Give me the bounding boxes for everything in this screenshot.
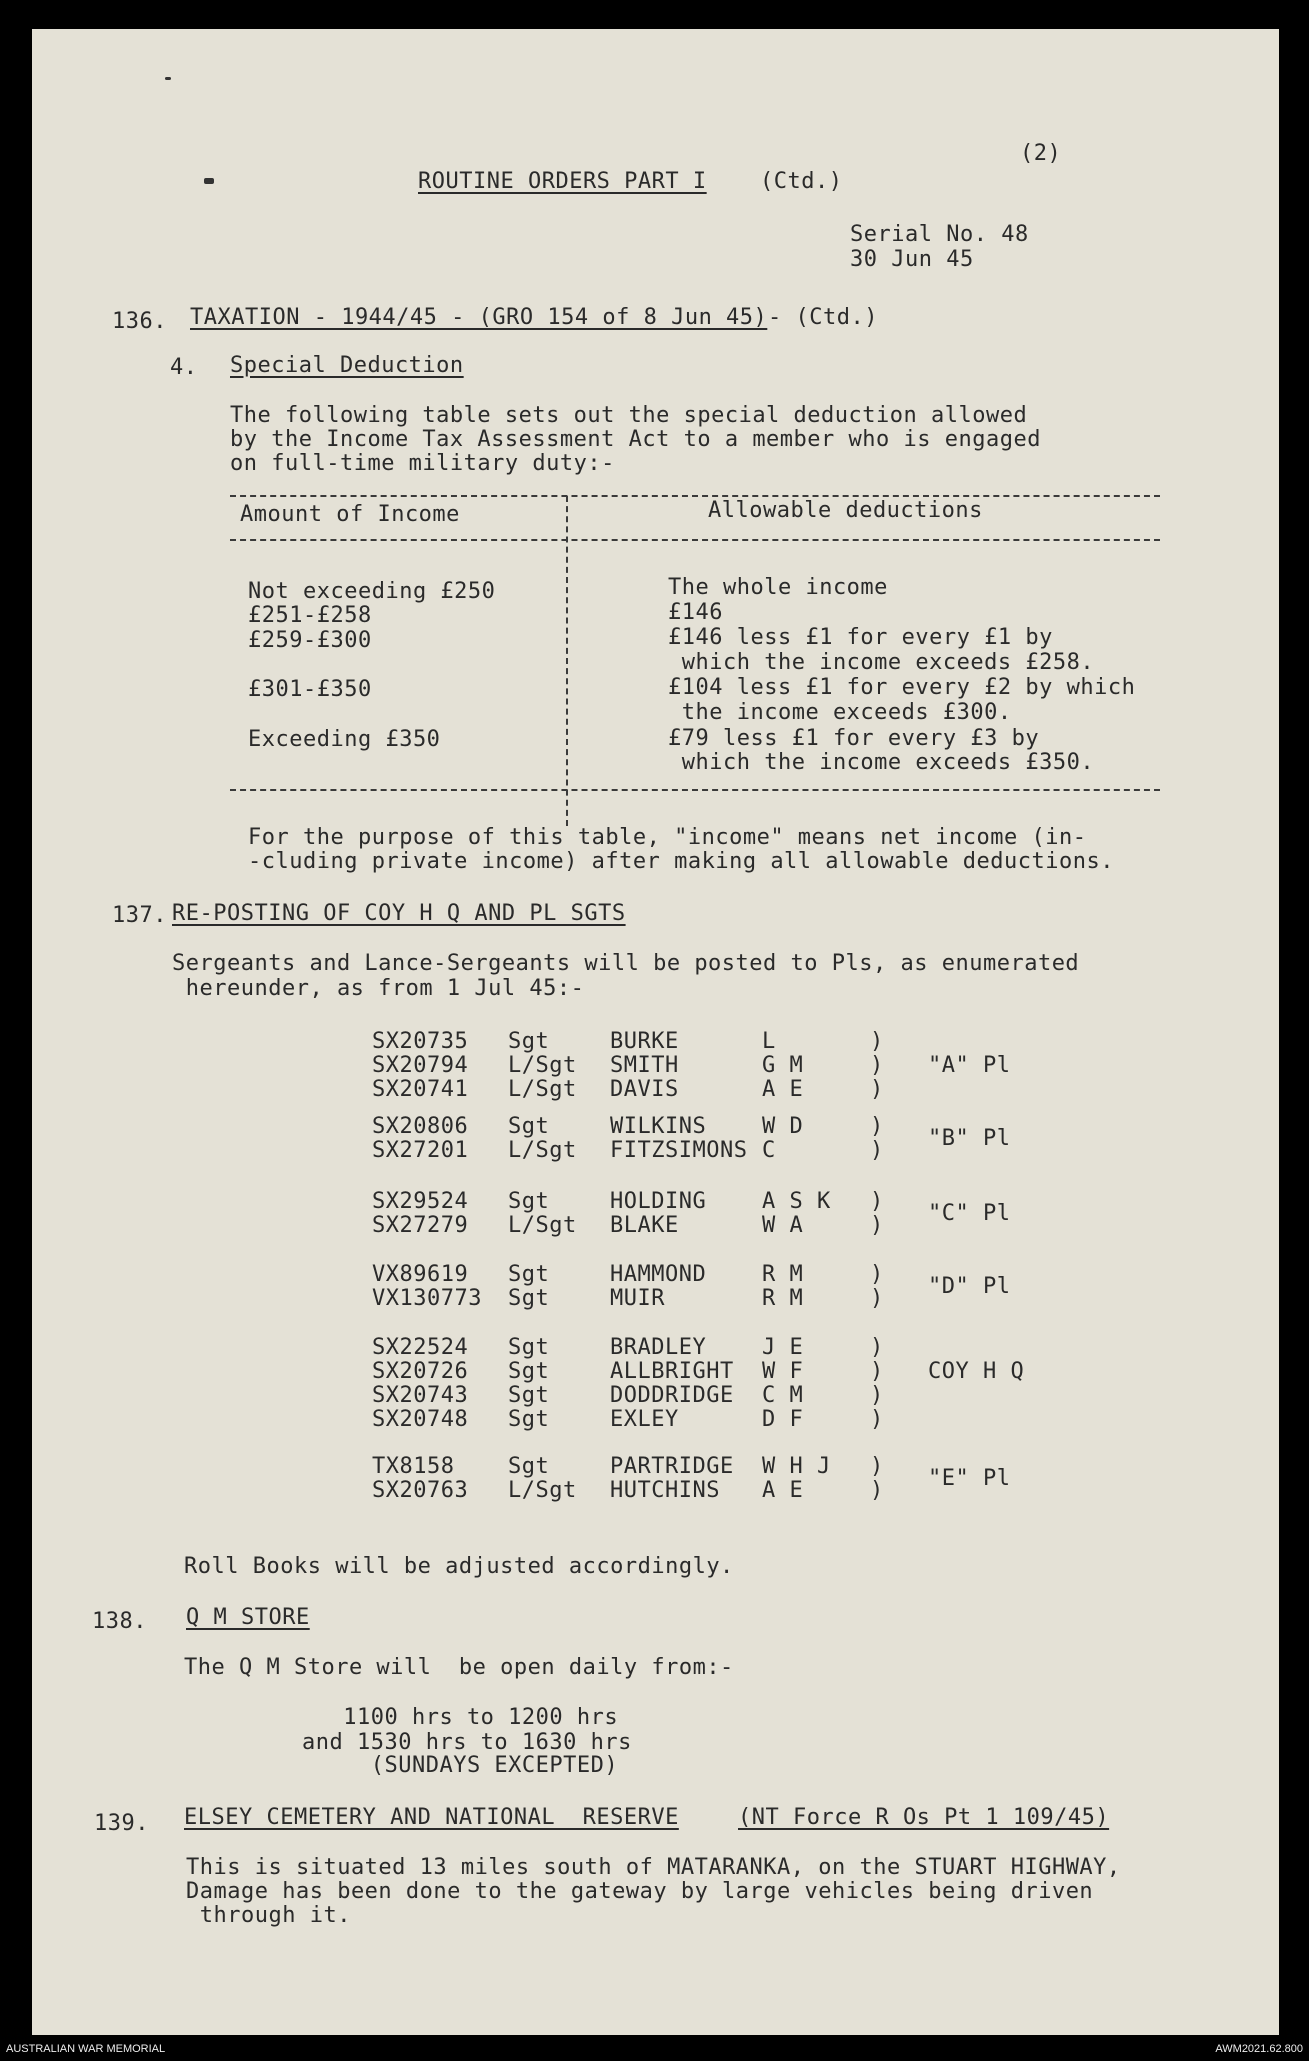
roster-initials: R M	[762, 1262, 804, 1287]
section-136-heading-suffix: - (Ctd.)	[768, 305, 878, 330]
roster-initials: R M	[762, 1286, 804, 1311]
section-137-intro: Sergeants and Lance-Sergeants will be posted to Pls, as enumerated	[172, 951, 1080, 976]
table-note-line: -cluding private income) after making all allowable deductions.	[248, 849, 1114, 874]
roster-brace: )	[870, 1138, 884, 1163]
roster-rank: Sgt	[508, 1407, 550, 1432]
roster-initials: L	[762, 1029, 776, 1054]
roster-rank: Sgt	[508, 1454, 550, 1479]
table-note-line: For the purpose of this table, "income" means net income (in-	[248, 825, 1087, 850]
roster-rank: Sgt	[508, 1189, 550, 1214]
roster-surname: DAVIS	[610, 1077, 679, 1102]
roster-brace: )	[870, 1262, 884, 1287]
roster-brace: )	[870, 1189, 884, 1214]
roster-rank: Sgt	[508, 1029, 550, 1054]
section-137-heading: RE-POSTING OF COY H Q AND PL SGTS	[172, 901, 626, 926]
roster-brace: )	[870, 1029, 884, 1054]
page-title: ROUTINE ORDERS PART I	[418, 169, 707, 194]
roster-service-number: SX27279	[372, 1213, 469, 1238]
subsection-heading: Special Deduction	[230, 353, 464, 378]
serial-date: 30 Jun 45	[850, 247, 974, 272]
roster-brace: )	[870, 1478, 884, 1503]
intro-line: on full-time military duty:-	[230, 451, 615, 476]
roster-rank: Sgt	[508, 1262, 550, 1287]
document-page	[32, 29, 1279, 2035]
roster-service-number: SX20794	[372, 1053, 469, 1078]
roster-initials: J E	[762, 1335, 804, 1360]
roster-initials: A E	[762, 1478, 804, 1503]
table-header-deductions: Allowable deductions	[708, 498, 983, 523]
serial-number: Serial No. 48	[850, 222, 1029, 247]
section-138-number: 138.	[92, 1609, 147, 1634]
footer-reference: AWM2021.62.800	[1215, 2043, 1303, 2055]
roster-service-number: SX22524	[372, 1335, 469, 1360]
roster-rank: L/Sgt	[508, 1053, 577, 1078]
roster-service-number: SX20735	[372, 1029, 469, 1054]
section-138-heading: Q M STORE	[186, 1605, 310, 1630]
roster-surname: HUTCHINS	[610, 1478, 720, 1503]
roster-brace: )	[870, 1213, 884, 1238]
roster-group-label: "E" Pl	[928, 1466, 1011, 1491]
roster-initials: C	[762, 1138, 776, 1163]
roster-surname: PARTRIDGE	[610, 1454, 734, 1479]
roster-group-label: "B" Pl	[928, 1126, 1011, 1151]
roster-brace: )	[870, 1114, 884, 1139]
roster-group-label: "A" Pl	[928, 1053, 1011, 1078]
roster-initials: D F	[762, 1407, 804, 1432]
roster-initials: A E	[762, 1077, 804, 1102]
table-header-income: Amount of Income	[240, 502, 460, 527]
roster-brace: )	[870, 1383, 884, 1408]
section-137-closing: Roll Books will be adjusted accordingly.	[184, 1554, 734, 1579]
section-139-heading-suffix: (NT Force R Os Pt 1 109/45)	[738, 1805, 1110, 1830]
roster-surname: DODDRIDGE	[610, 1383, 734, 1408]
roster-initials: W A	[762, 1213, 804, 1238]
roster-brace: )	[870, 1407, 884, 1432]
table-rule-top	[230, 495, 1160, 497]
intro-line: The following table sets out the special deduction allowed	[230, 403, 1028, 428]
roster-rank: Sgt	[508, 1359, 550, 1384]
income-cell: £251-£258	[248, 603, 372, 628]
roster-service-number: VX89619	[372, 1262, 469, 1287]
roster-service-number: SX27201	[372, 1138, 469, 1163]
section-136-heading: TAXATION - 1944/45 - (GRO 154 of 8 Jun 45)	[190, 305, 768, 330]
roster-initials: A S K	[762, 1189, 831, 1214]
section-138-intro: The Q M Store will be open daily from:-	[184, 1655, 734, 1680]
page-number: (2)	[1020, 141, 1062, 166]
section-139-number: 139.	[94, 1811, 149, 1836]
deduction-cell: which the income exceeds £350.	[668, 750, 1095, 775]
income-cell: Exceeding £350	[248, 727, 441, 752]
roster-group-label: COY H Q	[928, 1359, 1025, 1384]
paper-mark	[165, 77, 171, 80]
roster-service-number: SX20743	[372, 1383, 469, 1408]
roster-brace: )	[870, 1335, 884, 1360]
paper-mark	[204, 178, 214, 184]
income-cell: Not exceeding £250	[248, 579, 496, 604]
store-hours-line: (SUNDAYS EXCEPTED)	[302, 1753, 619, 1778]
section-136-number: 136.	[112, 309, 167, 334]
footer-source: AUSTRALIAN WAR MEMORIAL	[6, 2043, 166, 2055]
roster-rank: L/Sgt	[508, 1478, 577, 1503]
section-139-body: through it.	[186, 1903, 351, 1928]
roster-service-number: SX20748	[372, 1407, 469, 1432]
roster-surname: ALLBRIGHT	[610, 1359, 734, 1384]
deduction-cell: which the income exceeds £258.	[668, 650, 1095, 675]
roster-initials: W F	[762, 1359, 804, 1384]
section-139-heading: ELSEY CEMETERY AND NATIONAL RESERVE	[184, 1805, 679, 1830]
roster-service-number: TX8158	[372, 1454, 455, 1479]
roster-rank: Sgt	[508, 1114, 550, 1139]
page-title-suffix: (Ctd.)	[760, 169, 843, 194]
roster-group-label: "D" Pl	[928, 1274, 1011, 1299]
roster-rank: Sgt	[508, 1383, 550, 1408]
roster-surname: MUIR	[610, 1286, 665, 1311]
section-139-body: Damage has been done to the gateway by large vehicles being driven	[186, 1879, 1094, 1904]
roster-rank: Sgt	[508, 1286, 550, 1311]
roster-group-label: "C" Pl	[928, 1201, 1011, 1226]
income-cell: £301-£350	[248, 677, 372, 702]
roster-service-number: SX29524	[372, 1189, 469, 1214]
roster-surname: BRADLEY	[610, 1335, 707, 1360]
store-hours-line: and 1530 hrs to 1630 hrs	[302, 1730, 632, 1755]
roster-service-number: SX20726	[372, 1359, 469, 1384]
roster-surname: HOLDING	[610, 1189, 707, 1214]
deduction-cell: £104 less £1 for every £2 by which	[668, 675, 1136, 700]
roster-surname: WILKINS	[610, 1114, 707, 1139]
roster-brace: )	[870, 1077, 884, 1102]
roster-rank: L/Sgt	[508, 1213, 577, 1238]
section-137-number: 137.	[112, 903, 167, 928]
roster-surname: HAMMOND	[610, 1262, 707, 1287]
roster-surname: EXLEY	[610, 1407, 679, 1432]
roster-brace: )	[870, 1454, 884, 1479]
roster-surname: SMITH	[610, 1053, 679, 1078]
roster-initials: W D	[762, 1114, 804, 1139]
deduction-cell: the income exceeds £300.	[668, 700, 1012, 725]
roster-brace: )	[870, 1053, 884, 1078]
roster-rank: L/Sgt	[508, 1077, 577, 1102]
roster-service-number: SX20741	[372, 1077, 469, 1102]
roster-brace: )	[870, 1359, 884, 1384]
roster-service-number: SX20763	[372, 1478, 469, 1503]
roster-service-number: VX130773	[372, 1286, 482, 1311]
roster-initials: G M	[762, 1053, 804, 1078]
deduction-cell: £79 less £1 for every £3 by	[668, 726, 1040, 751]
section-139-body: This is situated 13 miles south of MATARANKA, on the STUART HIGHWAY,	[186, 1855, 1121, 1880]
table-column-divider	[566, 496, 568, 826]
roster-initials: C M	[762, 1383, 804, 1408]
intro-line: by the Income Tax Assessment Act to a member who is engaged	[230, 427, 1041, 452]
deduction-cell: £146 less £1 for every £1 by	[668, 625, 1053, 650]
roster-surname: BURKE	[610, 1029, 679, 1054]
deduction-cell: £146	[668, 600, 723, 625]
deduction-cell: The whole income	[668, 575, 888, 600]
roster-surname: FITZSIMONS	[610, 1138, 748, 1163]
roster-surname: BLAKE	[610, 1213, 679, 1238]
roster-rank: L/Sgt	[508, 1138, 577, 1163]
table-rule-bottom	[230, 789, 1160, 791]
subsection-number: 4.	[170, 355, 198, 380]
roster-service-number: SX20806	[372, 1114, 469, 1139]
roster-initials: W H J	[762, 1454, 831, 1479]
section-137-intro: hereunder, as from 1 Jul 45:-	[172, 976, 585, 1001]
roster-rank: Sgt	[508, 1335, 550, 1360]
roster-brace: )	[870, 1286, 884, 1311]
table-rule-header	[230, 539, 1160, 541]
income-cell: £259-£300	[248, 628, 372, 653]
store-hours-line: 1100 hrs to 1200 hrs	[302, 1705, 619, 1730]
